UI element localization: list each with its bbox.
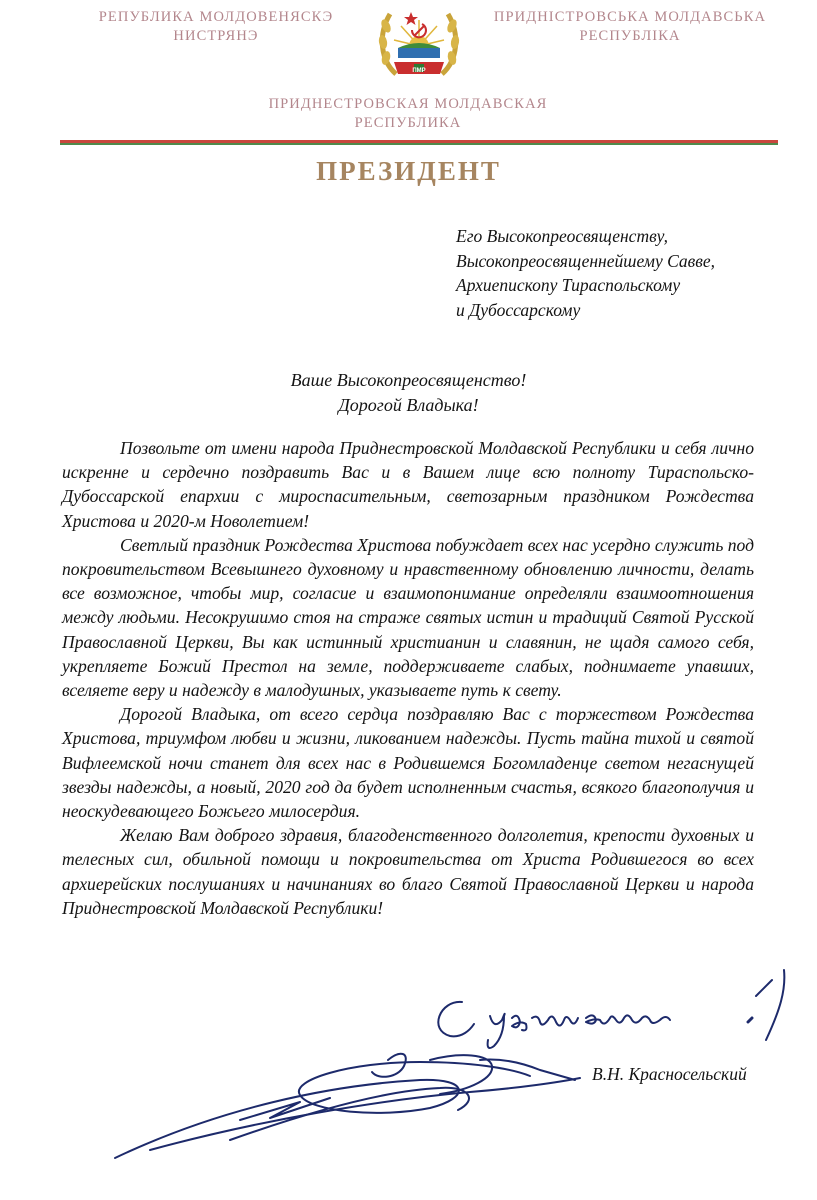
emblem-ribbon-text: ПМР: [412, 68, 426, 74]
letterhead-moldovan-line-2: НИСТРЯНЭ: [173, 28, 259, 44]
body-paragraph: Светлый праздник Рождества Христова побуждает всех нас усердно служить под покровительством Всевышнего духовному и нравственному обновлению личности, делать все возможное, чтобы мир, согласие и взаимопонимание определяли взаимоотношения между людьми. Несокрушимо стоя на страже святых истин и традиций Святой Русской Православной Церкви, Вы как истинный христианин и славянин, не щадя самого себя, укрепляете Божий Престол на земле, поддерживаете слабых, поднимаете упавших, вселяете веру и надежду в малодушных, указываете путь к свету.: [62, 534, 754, 701]
addressee-line: Его Высокопреосвященству,: [456, 226, 668, 246]
addressee-line: и Дубоссарскому: [456, 299, 581, 320]
letterhead-moldovan-line-1: РЕПУБЛИКА МОЛДОВЕНЯСКЭ: [98, 9, 334, 25]
state-emblem-icon: [376, 2, 462, 82]
salutation-line: Ваше Высокопреосвященство!: [290, 370, 527, 390]
salutation: [0, 368, 817, 418]
header-rule-green: [60, 143, 778, 145]
signatory-name: В.Н. Красносельский: [592, 1064, 747, 1084]
addressee-block: [456, 224, 796, 322]
letterhead-ukrainian-line-1: ПРИДНІСТРОВСЬКА МОЛДАВСЬКА: [493, 9, 767, 25]
page-title: ПРЕЗИДЕНТ: [316, 156, 501, 186]
letterhead-russian-line-1: ПРИДНЕСТРОВСКАЯ МОЛДАВСКАЯ: [268, 96, 548, 112]
letterhead-russian: [258, 95, 558, 133]
letterhead-russian-line-2: РЕСПУБЛИКА: [354, 115, 462, 131]
letterhead-ukrainian-line-2: РЕСПУБЛІКА: [579, 28, 681, 44]
letterhead-moldovan: [66, 8, 366, 46]
addressee-line: Архиепископу Тираспольскому: [456, 275, 681, 295]
body-paragraph: Желаю Вам доброго здравия, благоденственного долголетия, крепости духовных и телесных сил, обильной помощи и покровительства от Христа Родившегося во всех архиерейских послушаниях и начинаниях во благо Святой Православной Церкви и народа Приднестровской Молдавской Республики!: [62, 825, 754, 918]
body-paragraph: Дорогой Владыка, от всего сердца поздравляю Вас с торжеством Рождества Христова, триумфом любви и жизни, ликованием надежды. Пусть тайна тихой и святой Вифлеемской ночи станет для всех нас в Родившемся Богомладенце светом негаснущей звезды надежды, а новый, 2020 год да будет исполненным счастья, всякого благополучия и неоскудевающего Божьего милосердия.: [62, 704, 754, 822]
body-paragraph: Позвольте от имени народа Приднестровской Молдавской Республики и себя лично искренне и сердечно поздравить Вас и в Вашем лице всю полноту Тираспольско-Дубоссарской епархии с мироспасительным, светозарным праздником Рождества Христова и 2020-м Новолетием!: [62, 438, 754, 531]
salutation-line: Дорогой Владыка!: [338, 395, 479, 415]
addressee-line: Высокопреосвященнейшему Савве,: [456, 250, 715, 271]
letterhead-ukrainian: [480, 8, 780, 46]
letter-body: [62, 436, 754, 920]
